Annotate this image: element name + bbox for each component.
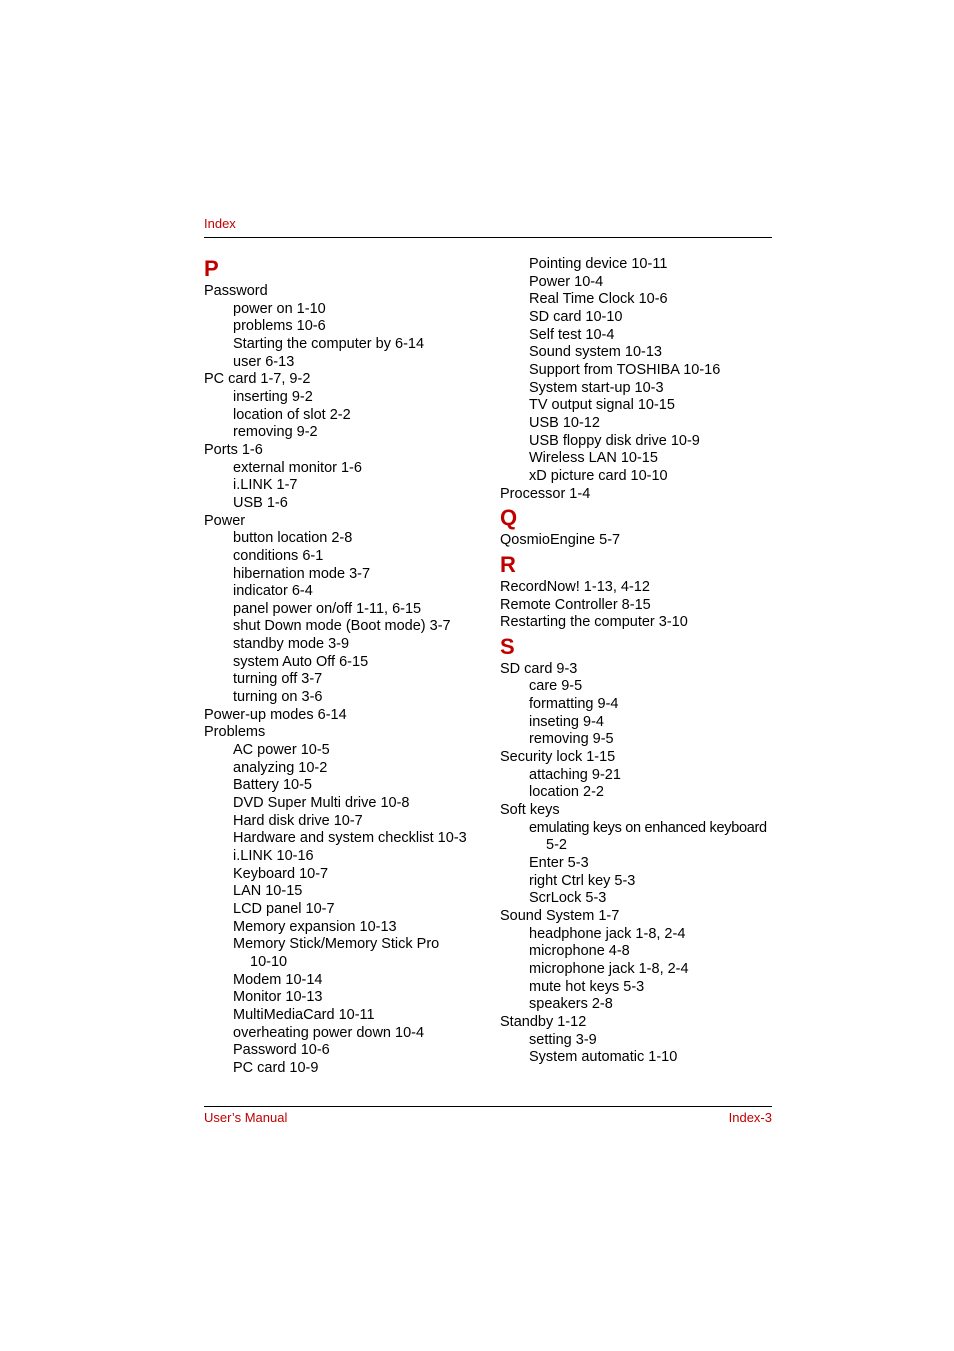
index-subentry: Self test 10-4	[529, 326, 615, 343]
index-subentry: system Auto Off 6-15	[233, 653, 369, 670]
index-subentry: removing 9-2	[233, 424, 318, 441]
footer-manual-title: User’s Manual	[204, 1110, 288, 1125]
index-entry: Power	[204, 512, 246, 529]
index-subentry: mute hot keys 5-3	[529, 978, 645, 995]
index-subentry: Starting the computer by 6-14	[233, 335, 425, 352]
index-subentry: AC power 10-5	[233, 742, 330, 759]
index-subentry: indicator 6-4	[233, 583, 313, 600]
index-subentry: standby mode 3-9	[233, 636, 350, 653]
index-subentry: analyzing 10-2	[233, 759, 328, 776]
index-subentry: conditions 6-1	[233, 547, 324, 564]
index-subentry: Hardware and system checklist 10-3	[233, 830, 467, 847]
index-subentry: microphone jack 1-8, 2-4	[529, 960, 689, 977]
header-rule	[204, 237, 772, 238]
index-subentry: turning on 3-6	[233, 689, 323, 706]
index-subentry: MultiMediaCard 10-11	[233, 1006, 375, 1023]
index-column-left	[204, 256, 484, 1078]
index-subentry: Monitor 10-13	[233, 989, 323, 1006]
index-subentry: Password 10-6	[233, 1042, 330, 1059]
index-subentry: LAN 10-15	[233, 883, 303, 900]
index-subentry: Memory expansion 10-13	[233, 918, 397, 935]
index-subentry: external monitor 1-6	[233, 459, 362, 476]
index-subentry: hibernation mode 3-7	[233, 565, 371, 582]
section-letter-r: R	[500, 551, 516, 577]
index-entry: Password	[204, 283, 268, 299]
index-column-right	[500, 256, 780, 1067]
index-subentry: USB floppy disk drive 10-9	[529, 432, 700, 449]
index-subentry: power on 1-10	[233, 300, 326, 317]
index-subentry: overheating power down 10-4	[233, 1024, 425, 1041]
index-subentry: setting 3-9	[529, 1031, 597, 1048]
index-entry: Soft keys	[500, 802, 560, 819]
index-subentry: removing 9-5	[529, 731, 614, 748]
index-subentry: Pointing device 10-11	[529, 256, 668, 272]
index-subentry: Sound system 10-13	[529, 344, 662, 361]
index-subentry: Memory Stick/Memory Stick Pro	[233, 936, 440, 953]
index-subentry: location 2-2	[529, 784, 604, 801]
index-subentry: Enter 5-3	[529, 855, 589, 872]
index-entry: Ports 1-6	[204, 441, 263, 458]
index-subentry: inserting 9-2	[233, 388, 313, 405]
index-subentry: emulating keys on enhanced keyboard	[529, 819, 767, 836]
page-header-title: Index	[204, 216, 236, 231]
index-subentry: i.LINK 1-7	[233, 477, 298, 494]
index-subentry: xD picture card 10-10	[529, 467, 668, 484]
index-entry: PC card 1-7, 9-2	[204, 371, 311, 388]
index-entry: Restarting the computer 3-10	[500, 614, 688, 631]
index-entry: Processor 1-4	[500, 485, 591, 502]
index-subentry-continuation: 5-2	[546, 837, 567, 854]
index-subentry: attaching 9-21	[529, 766, 621, 783]
index-entry: Security lock 1-15	[500, 749, 616, 766]
index-entry: Remote Controller 8-15	[500, 596, 651, 613]
index-entry: SD card 9-3	[500, 660, 578, 677]
index-entry: Problems	[204, 724, 266, 741]
index-subentry: i.LINK 10-16	[233, 848, 314, 864]
index-subentry: headphone jack 1-8, 2-4	[529, 925, 686, 942]
footer-page-number: Index-3	[728, 1110, 772, 1125]
index-subentry: Modem 10-14	[233, 971, 323, 988]
index-subentry: USB 10-12	[529, 414, 600, 431]
index-subentry: Wireless LAN 10-15	[529, 450, 658, 467]
index-subentry: button location 2-8	[233, 530, 353, 547]
index-subentry: System start-up 10-3	[529, 379, 664, 396]
index-subentry: right Ctrl key 5-3	[529, 872, 636, 889]
index-subentry: Hard disk drive 10-7	[233, 812, 363, 829]
index-subentry: panel power on/off 1-11, 6-15	[233, 600, 422, 617]
index-subentry: System automatic 1-10	[529, 1049, 678, 1066]
index-subentry: ScrLock 5-3	[529, 890, 607, 907]
index-subentry: Keyboard 10-7	[233, 865, 329, 882]
index-subentry: PC card 10-9	[233, 1059, 319, 1076]
index-subentry: SD card 10-10	[529, 308, 623, 325]
index-subentry-continuation: 10-10	[250, 953, 288, 970]
index-subentry: inseting 9-4	[529, 713, 604, 730]
index-subentry: Battery 10-5	[233, 777, 312, 794]
index-subentry: Real Time Clock 10-6	[529, 291, 668, 308]
index-subentry: shut Down mode (Boot mode) 3-7	[233, 618, 451, 635]
index-subentry: DVD Super Multi drive 10-8	[233, 795, 410, 812]
index-subentry: TV output signal 10-15	[529, 397, 675, 414]
section-letter-s: S	[500, 633, 515, 659]
index-subentry: microphone 4-8	[529, 943, 630, 960]
index-subentry: Power 10-4	[529, 273, 604, 290]
index-subentry: speakers 2-8	[529, 996, 613, 1013]
index-entry: RecordNow! 1-13, 4-12	[500, 578, 650, 595]
index-subentry: turning off 3-7	[233, 671, 323, 688]
section-letter-p: P	[204, 256, 219, 281]
index-entry: Sound System 1-7	[500, 908, 620, 924]
index-subentry: LCD panel 10-7	[233, 900, 335, 917]
index-subentry: formatting 9-4	[529, 696, 619, 713]
footer-rule	[204, 1106, 772, 1107]
index-subentry: USB 1-6	[233, 494, 288, 511]
index-subentry: problems 10-6	[233, 318, 326, 335]
index-entry: Power-up modes 6-14	[204, 706, 347, 723]
section-letter-q: Q	[500, 505, 518, 531]
index-subentry: Support from TOSHIBA 10-16	[529, 361, 721, 378]
index-subentry: location of slot 2-2	[233, 406, 351, 423]
index-entry: QosmioEngine 5-7	[500, 532, 621, 549]
index-entry: Standby 1-12	[500, 1013, 587, 1030]
index-subentry: user 6-13	[233, 353, 295, 370]
index-subentry: care 9-5	[529, 678, 583, 695]
